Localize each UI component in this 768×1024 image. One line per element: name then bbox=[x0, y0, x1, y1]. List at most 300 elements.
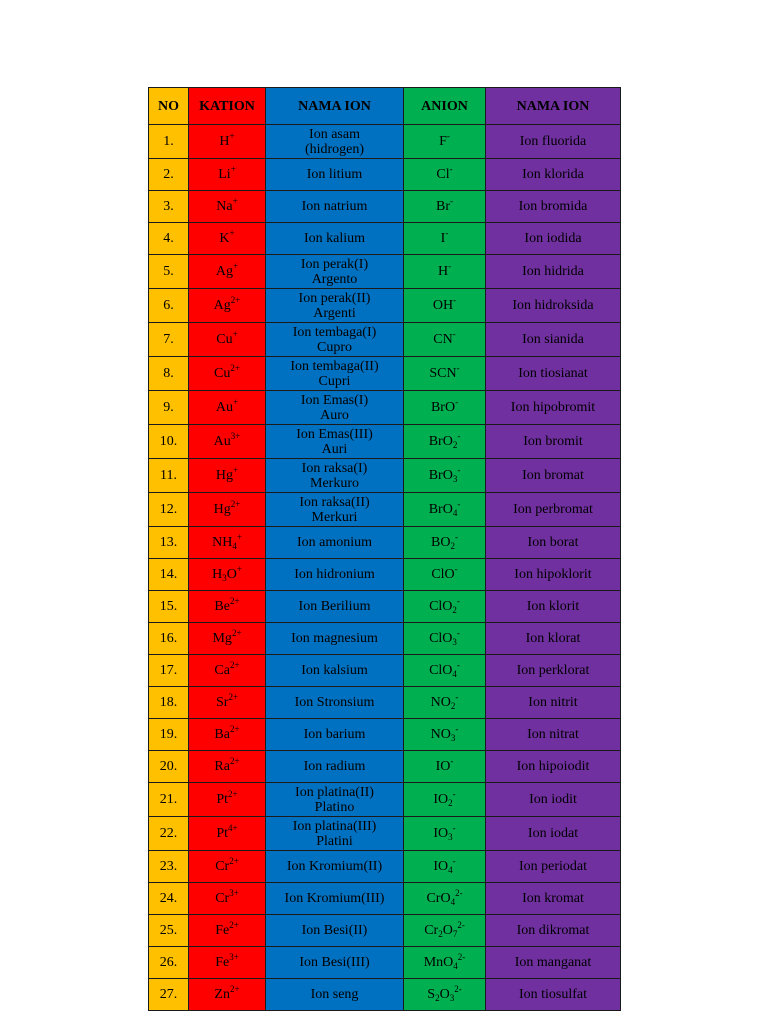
anion-name: Ion sianida bbox=[486, 323, 621, 357]
formula-part: 3 bbox=[452, 637, 457, 647]
anion-name: Ion bromit bbox=[486, 425, 621, 459]
formula-part: 2+ bbox=[230, 295, 241, 305]
formula-part: 2- bbox=[457, 952, 466, 962]
formula-part: + bbox=[233, 261, 239, 271]
formula-part: ClO bbox=[431, 567, 455, 582]
anion-name: Ion nitrit bbox=[486, 687, 621, 719]
formula-part: 2+ bbox=[228, 692, 239, 702]
formula-part: Fe bbox=[215, 923, 230, 938]
kation-formula bbox=[189, 323, 266, 357]
anion-name: Ion fluorida bbox=[486, 125, 621, 159]
anion-name: Ion perklorat bbox=[486, 655, 621, 687]
kation-formula bbox=[189, 159, 266, 191]
kation-formula bbox=[189, 783, 266, 817]
anion-formula bbox=[404, 915, 486, 947]
table-row bbox=[149, 623, 621, 655]
formula-part: Hg bbox=[215, 468, 234, 483]
formula-part: 2 bbox=[450, 701, 456, 711]
anion-name: Ion manganat bbox=[486, 947, 621, 979]
formula-part: Ag bbox=[213, 298, 231, 313]
formula-part: 3+ bbox=[230, 431, 241, 441]
kation-formula bbox=[189, 817, 266, 851]
table-row bbox=[149, 357, 621, 391]
formula-part: 4 bbox=[453, 961, 458, 971]
kation-name-line: Auri bbox=[321, 441, 348, 457]
formula-part: 3 bbox=[452, 474, 458, 484]
formula-part: Ba bbox=[214, 727, 230, 742]
kation-name bbox=[266, 591, 404, 623]
formula-part: I bbox=[440, 231, 446, 246]
ion-table bbox=[148, 87, 621, 1011]
kation-name-line: Ion radium bbox=[303, 759, 366, 774]
kation-name bbox=[266, 687, 404, 719]
formula-part: 2 bbox=[452, 440, 458, 450]
formula-part: 4 bbox=[452, 669, 457, 679]
anion-name: Ion hidroksida bbox=[486, 289, 621, 323]
kation-name-line: Argenti bbox=[313, 305, 356, 321]
kation-name-line: Ion Emas(I) bbox=[300, 392, 369, 408]
formula-part: H bbox=[219, 134, 230, 149]
formula-part: - bbox=[452, 329, 456, 339]
kation-formula bbox=[189, 947, 266, 979]
formula-part: 2 bbox=[435, 993, 440, 1003]
anion-formula bbox=[404, 289, 486, 323]
kation-name bbox=[266, 947, 404, 979]
formula-part: H bbox=[437, 264, 449, 279]
formula-part: Cr bbox=[424, 923, 439, 938]
row-number: 4. bbox=[149, 223, 189, 255]
anion-name: Ion hipoklorit bbox=[486, 559, 621, 591]
table-row bbox=[149, 559, 621, 591]
formula-part: Sr bbox=[215, 695, 229, 710]
formula-part: - bbox=[455, 724, 459, 734]
kation-name-line: Merkuri bbox=[311, 509, 358, 525]
row-number: 11. bbox=[149, 459, 189, 493]
kation-name-line: Ion Berilium bbox=[298, 599, 371, 614]
kation-name-line: Cupri bbox=[318, 373, 351, 389]
formula-part: - bbox=[456, 363, 460, 373]
anion-name: Ion tiosulfat bbox=[486, 979, 621, 1011]
kation-name-line: Ion Stronsium bbox=[294, 695, 375, 710]
anion-name: Ion hidrida bbox=[486, 255, 621, 289]
row-number: 13. bbox=[149, 527, 189, 559]
anion-formula bbox=[404, 425, 486, 459]
kation-name-line: Ion amonium bbox=[296, 535, 373, 550]
formula-part: - bbox=[456, 660, 460, 670]
kation-name-line: Ion Emas(III) bbox=[296, 426, 373, 442]
kation-name bbox=[266, 223, 404, 255]
formula-part: - bbox=[446, 131, 450, 141]
kation-name-line: Ion perak(I) bbox=[300, 256, 369, 272]
anion-formula bbox=[404, 817, 486, 851]
anion-formula bbox=[404, 125, 486, 159]
kation-formula bbox=[189, 289, 266, 323]
anion-name: Ion klorit bbox=[486, 591, 621, 623]
table-row bbox=[149, 459, 621, 493]
formula-part: 2- bbox=[455, 888, 463, 898]
anion-formula bbox=[404, 323, 486, 357]
formula-part: Mg bbox=[212, 631, 232, 646]
formula-part: IO bbox=[433, 826, 449, 841]
kation-name bbox=[266, 391, 404, 425]
formula-part: Ra bbox=[214, 759, 230, 774]
kation-name-line: Platino bbox=[314, 799, 355, 815]
formula-part: 2+ bbox=[229, 920, 239, 930]
row-number: 16. bbox=[149, 623, 189, 655]
formula-part: - bbox=[453, 295, 457, 305]
kation-name bbox=[266, 289, 404, 323]
formula-part: BrO bbox=[430, 400, 456, 415]
kation-name-line: Ion magnesium bbox=[291, 631, 378, 646]
anion-name: Ion dikromat bbox=[486, 915, 621, 947]
kation-name-line: Ion platina(II) bbox=[295, 784, 374, 800]
kation-formula bbox=[189, 223, 266, 255]
formula-part: BO bbox=[431, 535, 451, 550]
formula-part: Cu bbox=[214, 366, 231, 381]
anion-name: Ion hipoiodit bbox=[486, 751, 621, 783]
formula-part: IO bbox=[433, 859, 449, 874]
formula-part: 2+ bbox=[230, 363, 240, 373]
anion-formula bbox=[404, 883, 486, 915]
formula-part: 2+ bbox=[229, 724, 240, 734]
formula-part: NO bbox=[430, 727, 451, 742]
formula-part: Cl bbox=[436, 167, 450, 182]
anion-formula bbox=[404, 459, 486, 493]
table-row bbox=[149, 223, 621, 255]
formula-part: SCN bbox=[429, 366, 457, 381]
formula-part: - bbox=[457, 465, 461, 475]
kation-name-line: Ion asam bbox=[309, 126, 360, 142]
formula-part: + bbox=[232, 329, 238, 339]
formula-part: 3 bbox=[450, 733, 456, 743]
kation-name-line: Ion raksa(II) bbox=[299, 494, 370, 510]
anion-formula bbox=[404, 979, 486, 1011]
formula-part: ClO bbox=[429, 663, 453, 678]
table-row bbox=[149, 851, 621, 883]
table-row bbox=[149, 125, 621, 159]
formula-part: - bbox=[448, 261, 452, 271]
kation-formula bbox=[189, 655, 266, 687]
formula-part: Pt bbox=[216, 826, 229, 841]
formula-part: O bbox=[439, 987, 450, 1002]
kation-name-line: Ion seng bbox=[310, 987, 359, 1002]
kation-name bbox=[266, 527, 404, 559]
formula-part: Au bbox=[215, 400, 234, 415]
kation-name-line: Ion litium bbox=[306, 167, 363, 182]
anion-name: Ion klorat bbox=[486, 623, 621, 655]
kation-name bbox=[266, 979, 404, 1011]
row-number: 22. bbox=[149, 817, 189, 851]
kation-name-line: Ion kalium bbox=[303, 231, 366, 246]
kation-name bbox=[266, 719, 404, 751]
kation-name bbox=[266, 655, 404, 687]
formula-part: 3 bbox=[448, 832, 453, 842]
table-row bbox=[149, 817, 621, 851]
formula-part: + bbox=[236, 532, 242, 542]
formula-part: O bbox=[442, 923, 453, 938]
row-number: 10. bbox=[149, 425, 189, 459]
formula-part: Cu bbox=[216, 332, 233, 347]
table-row bbox=[149, 323, 621, 357]
table-row bbox=[149, 289, 621, 323]
formula-part: - bbox=[452, 856, 456, 866]
formula-part: - bbox=[452, 789, 456, 799]
kation-name bbox=[266, 493, 404, 527]
anion-formula bbox=[404, 223, 486, 255]
formula-part: - bbox=[449, 164, 453, 174]
formula-part: + bbox=[230, 164, 236, 174]
formula-part: 2- bbox=[457, 920, 465, 930]
table-row bbox=[149, 391, 621, 425]
row-number: 14. bbox=[149, 559, 189, 591]
kation-name bbox=[266, 883, 404, 915]
kation-name-line: Ion Kromium(II) bbox=[286, 859, 383, 874]
formula-part: - bbox=[454, 564, 458, 574]
header-no: NO bbox=[149, 88, 189, 125]
formula-part: - bbox=[450, 196, 453, 206]
anion-formula bbox=[404, 719, 486, 751]
anion-name: Ion periodat bbox=[486, 851, 621, 883]
row-number: 26. bbox=[149, 947, 189, 979]
kation-formula bbox=[189, 883, 266, 915]
header-row bbox=[149, 88, 621, 125]
formula-part: - bbox=[457, 499, 461, 509]
formula-part: F bbox=[439, 134, 447, 149]
formula-part: - bbox=[450, 756, 454, 766]
formula-part: IO bbox=[435, 759, 451, 774]
kation-name bbox=[266, 783, 404, 817]
table-row bbox=[149, 719, 621, 751]
formula-part: MnO bbox=[423, 955, 454, 970]
kation-formula bbox=[189, 255, 266, 289]
anion-name: Ion iodit bbox=[486, 783, 621, 817]
formula-part: H bbox=[212, 567, 223, 582]
formula-part: - bbox=[445, 228, 449, 238]
anion-formula bbox=[404, 191, 486, 223]
row-number: 6. bbox=[149, 289, 189, 323]
formula-part: 2+ bbox=[228, 789, 238, 799]
kation-name bbox=[266, 559, 404, 591]
formula-part: 2- bbox=[454, 984, 462, 994]
kation-name-line: Platini bbox=[316, 833, 353, 849]
kation-name-line: Merkuro bbox=[310, 475, 359, 491]
kation-name-line: Ion Kromium(III) bbox=[284, 891, 385, 906]
header-nama-ion-anion: NAMA ION bbox=[486, 88, 621, 125]
kation-name-line: Auro bbox=[320, 407, 349, 423]
kation-name-line: Ion platina(III) bbox=[292, 818, 377, 834]
formula-part: + bbox=[233, 397, 239, 407]
formula-part: 4 bbox=[452, 508, 458, 518]
formula-part: CN bbox=[433, 332, 453, 347]
formula-part: - bbox=[455, 397, 459, 407]
kation-formula bbox=[189, 979, 266, 1011]
formula-part: 2+ bbox=[231, 628, 242, 638]
formula-part: 2 bbox=[452, 605, 457, 615]
table-row bbox=[149, 493, 621, 527]
row-number: 27. bbox=[149, 979, 189, 1011]
kation-formula bbox=[189, 459, 266, 493]
formula-part: 2 bbox=[438, 929, 443, 939]
formula-part: Zn bbox=[214, 987, 230, 1002]
table-row bbox=[149, 883, 621, 915]
formula-part: Cr bbox=[215, 891, 230, 906]
kation-name-line: Ion raksa(I) bbox=[301, 460, 368, 476]
table-row bbox=[149, 591, 621, 623]
kation-name-line: Ion Besi(III) bbox=[299, 955, 370, 970]
formula-part: ClO bbox=[429, 631, 453, 646]
kation-name bbox=[266, 623, 404, 655]
formula-part: IO bbox=[433, 792, 449, 807]
anion-formula bbox=[404, 357, 486, 391]
anion-formula bbox=[404, 655, 486, 687]
table-row bbox=[149, 655, 621, 687]
anion-name: Ion kromat bbox=[486, 883, 621, 915]
formula-part: O bbox=[226, 567, 237, 582]
formula-part: NO bbox=[430, 695, 451, 710]
anion-name: Ion iodat bbox=[486, 817, 621, 851]
formula-part: + bbox=[233, 465, 239, 475]
formula-part: 3+ bbox=[229, 952, 239, 962]
formula-part: 2+ bbox=[229, 596, 240, 606]
row-number: 15. bbox=[149, 591, 189, 623]
formula-part: K bbox=[219, 231, 230, 246]
formula-part: 2+ bbox=[229, 660, 240, 670]
anion-formula bbox=[404, 255, 486, 289]
kation-name bbox=[266, 915, 404, 947]
kation-formula bbox=[189, 191, 266, 223]
row-number: 18. bbox=[149, 687, 189, 719]
row-number: 17. bbox=[149, 655, 189, 687]
formula-part: 4+ bbox=[228, 823, 238, 833]
formula-part: S bbox=[427, 987, 436, 1002]
kation-name bbox=[266, 751, 404, 783]
kation-name bbox=[266, 851, 404, 883]
table-row bbox=[149, 751, 621, 783]
row-number: 24. bbox=[149, 883, 189, 915]
formula-part: 2+ bbox=[229, 756, 240, 766]
kation-formula bbox=[189, 623, 266, 655]
anion-formula bbox=[404, 623, 486, 655]
row-number: 7. bbox=[149, 323, 189, 357]
kation-name-line: Ion perak(II) bbox=[298, 290, 371, 306]
table-row bbox=[149, 783, 621, 817]
anion-formula bbox=[404, 591, 486, 623]
formula-part: Br bbox=[436, 199, 450, 214]
formula-part: + bbox=[229, 228, 235, 238]
kation-formula bbox=[189, 687, 266, 719]
anion-name: Ion tiosianat bbox=[486, 357, 621, 391]
anion-name: Ion nitrat bbox=[486, 719, 621, 751]
anion-formula bbox=[404, 391, 486, 425]
row-number: 8. bbox=[149, 357, 189, 391]
kation-name bbox=[266, 357, 404, 391]
kation-formula bbox=[189, 493, 266, 527]
anion-formula bbox=[404, 851, 486, 883]
row-number: 25. bbox=[149, 915, 189, 947]
kation-name-line: Cupro bbox=[317, 339, 352, 355]
kation-formula bbox=[189, 559, 266, 591]
formula-part: - bbox=[454, 532, 458, 542]
row-number: 19. bbox=[149, 719, 189, 751]
formula-part: 2 bbox=[450, 541, 455, 551]
kation-name-line: Ion tembaga(I) bbox=[292, 324, 377, 340]
formula-part: - bbox=[456, 596, 460, 606]
header-anion: ANION bbox=[404, 88, 486, 125]
kation-name bbox=[266, 191, 404, 223]
formula-part: Pt bbox=[216, 792, 229, 807]
kation-name bbox=[266, 425, 404, 459]
anion-formula bbox=[404, 559, 486, 591]
formula-part: BrO bbox=[428, 502, 453, 517]
table-row bbox=[149, 979, 621, 1011]
table-row bbox=[149, 191, 621, 223]
formula-part: 4 bbox=[450, 897, 456, 907]
anion-formula bbox=[404, 751, 486, 783]
ion-rows bbox=[149, 125, 621, 1011]
anion-name: Ion borat bbox=[486, 527, 621, 559]
formula-part: Na bbox=[216, 199, 233, 214]
kation-name-line: Ion hidronium bbox=[294, 567, 375, 582]
formula-part: 2 bbox=[448, 798, 453, 808]
formula-part: CrO bbox=[426, 891, 451, 906]
kation-name-line: (hidrogen) bbox=[304, 141, 365, 157]
formula-part: 2+ bbox=[229, 856, 239, 866]
row-number: 9. bbox=[149, 391, 189, 425]
kation-formula bbox=[189, 391, 266, 425]
kation-formula bbox=[189, 591, 266, 623]
table-row bbox=[149, 915, 621, 947]
row-number: 1. bbox=[149, 125, 189, 159]
kation-formula bbox=[189, 719, 266, 751]
formula-part: 7 bbox=[452, 929, 458, 939]
anion-name: Ion bromida bbox=[486, 191, 621, 223]
table-row bbox=[149, 527, 621, 559]
kation-name-line: Ion tembaga(II) bbox=[290, 358, 379, 374]
kation-name bbox=[266, 125, 404, 159]
formula-part: Li bbox=[218, 167, 231, 182]
table-row bbox=[149, 255, 621, 289]
kation-formula bbox=[189, 357, 266, 391]
formula-part: 2+ bbox=[229, 984, 240, 994]
kation-name-line: Ion natrium bbox=[301, 199, 368, 214]
formula-part: Ag bbox=[215, 264, 234, 279]
row-number: 20. bbox=[149, 751, 189, 783]
kation-name bbox=[266, 323, 404, 357]
formula-part: - bbox=[452, 823, 456, 833]
kation-formula bbox=[189, 751, 266, 783]
formula-part: + bbox=[229, 131, 235, 141]
kation-formula bbox=[189, 527, 266, 559]
kation-name bbox=[266, 255, 404, 289]
anion-name: Ion bromat bbox=[486, 459, 621, 493]
anion-formula bbox=[404, 947, 486, 979]
header-kation: KATION bbox=[189, 88, 266, 125]
anion-name: Ion perbromat bbox=[486, 493, 621, 527]
formula-part: OH bbox=[432, 298, 454, 313]
anion-formula bbox=[404, 687, 486, 719]
table-row bbox=[149, 947, 621, 979]
anion-formula bbox=[404, 493, 486, 527]
table-row bbox=[149, 159, 621, 191]
formula-part: ClO bbox=[429, 599, 453, 614]
anion-name: Ion iodida bbox=[486, 223, 621, 255]
formula-part: 4 bbox=[232, 541, 237, 551]
formula-part: - bbox=[455, 692, 459, 702]
kation-formula bbox=[189, 425, 266, 459]
table-row bbox=[149, 425, 621, 459]
formula-part: Be bbox=[214, 599, 230, 614]
row-number: 2. bbox=[149, 159, 189, 191]
